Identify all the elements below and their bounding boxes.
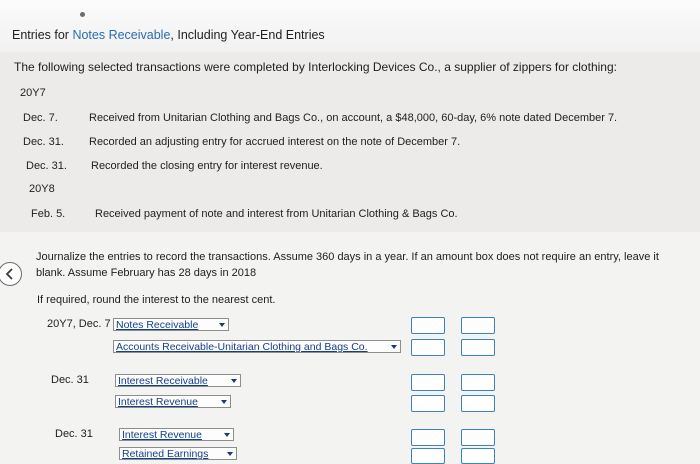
header-bar — [0, 0, 700, 53]
year-label-2: 20Y8 — [29, 183, 55, 195]
account-select-value: Retained Earnings — [122, 448, 209, 460]
account-select-value: Interest Receivable — [118, 375, 208, 387]
chevron-down-icon — [231, 379, 237, 383]
entry-date: Dec. 31 — [55, 428, 93, 440]
transaction-text: Recorded an adjusting entry for accrued interest on the note of December 7. — [89, 136, 461, 148]
chevron-down-icon — [227, 452, 233, 456]
entry-date: Dec. 31 — [51, 374, 89, 386]
account-select-debit[interactable] — [119, 428, 234, 441]
account-select-credit[interactable] — [119, 447, 237, 460]
title-highlight: Notes Receivable — [72, 28, 171, 42]
debit-amount-input[interactable] — [411, 339, 445, 356]
back-button[interactable] — [0, 262, 22, 286]
title-prefix: Entries for — [12, 28, 73, 42]
chevron-down-icon — [221, 400, 227, 404]
title-suffix: , Including Year-End Entries — [170, 28, 325, 42]
credit-amount-input[interactable] — [461, 429, 495, 446]
transaction-text: Received payment of note and interest from Unitarian Clothing & Bags Co. — [95, 208, 458, 220]
instructions-line-1: Journalize the entries to record the transactions. Assume 360 days in a year. If an amount box does not require an entry, leave it — [36, 251, 659, 263]
page-title — [12, 28, 325, 42]
transaction-date: Dec. 7. — [23, 112, 58, 124]
credit-amount-input[interactable] — [461, 395, 495, 412]
account-select-value: Interest Revenue — [122, 429, 202, 441]
entry-date: 20Y7, Dec. 7 — [47, 318, 111, 330]
account-select-value: Accounts Receivable-Unitarian Clothing and Bags Co. — [116, 341, 368, 353]
chevron-down-icon — [219, 323, 225, 327]
credit-amount-input[interactable] — [461, 448, 495, 464]
chevron-down-icon — [224, 433, 230, 437]
transaction-text: Received from Unitarian Clothing and Bags Co., on account, a $48,000, 60-day, 6% note dated December 7. — [89, 112, 618, 124]
chevron-down-icon — [391, 345, 397, 349]
year-label-1: 20Y7 — [20, 87, 46, 99]
debit-amount-input[interactable] — [411, 429, 445, 446]
intro-text: The following selected transactions were completed by Interlocking Devices Co., a supplier of zippers for clothing: — [14, 60, 617, 74]
transaction-date: Dec. 31. — [23, 136, 64, 148]
rounding-note: If required, round the interest to the nearest cent. — [37, 294, 276, 306]
credit-amount-input[interactable] — [461, 339, 495, 356]
credit-amount-input[interactable] — [461, 374, 495, 391]
account-select-credit[interactable] — [113, 340, 401, 353]
loading-dot-icon — [80, 12, 85, 17]
debit-amount-input[interactable] — [411, 395, 445, 412]
account-select-debit[interactable] — [115, 374, 241, 387]
account-select-credit[interactable] — [115, 395, 231, 408]
account-select-value: Interest Revenue — [118, 396, 198, 408]
instructions-line-2: blank. Assume February has 28 days in 2018 — [36, 267, 257, 279]
debit-amount-input[interactable] — [411, 448, 445, 464]
transaction-date: Dec. 31. — [26, 160, 67, 172]
debit-amount-input[interactable] — [411, 317, 445, 334]
chevron-left-icon — [4, 268, 16, 280]
debit-amount-input[interactable] — [411, 374, 445, 391]
account-select-value: Notes Receivable — [116, 319, 199, 331]
credit-amount-input[interactable] — [461, 317, 495, 334]
account-select-debit[interactable] — [113, 318, 229, 331]
transaction-text: Recorded the closing entry for interest revenue. — [91, 160, 323, 172]
transaction-date: Feb. 5. — [31, 208, 66, 220]
